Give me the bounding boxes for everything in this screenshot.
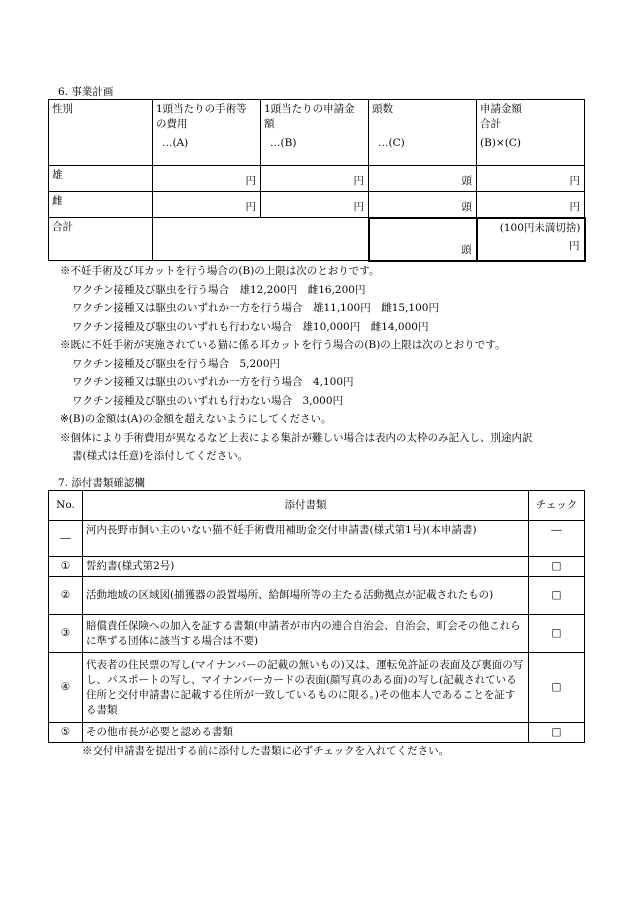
header-surgery-cost: 1頭当たりの手術等の費用 …(A)	[153, 100, 261, 166]
row-no: ③	[49, 615, 83, 653]
row-total-label: 合計	[49, 218, 153, 261]
row-no: ―	[49, 521, 83, 557]
note-7: ワクチン接種又は駆虫のいずれか一方を行う場合 4,100円	[72, 376, 354, 388]
row-doc: 賠償責任保険への加入を証する書類(申請者が市内の連合自治会、自治会、町会その他これらに準ずる団体に該当する場合は不要)	[83, 615, 529, 653]
female-total-field[interactable]: 円	[477, 192, 585, 218]
row-doc: 河内長野市飼い主のいない猫不妊手術費用補助金交付申請書(様式第1号)(本申請書)	[83, 521, 529, 557]
header-total-amount: 申請金額 合計 (B)×(C)	[477, 100, 585, 166]
note-5: ※既に不妊手術が実施されている猫に係る耳カットを行う場合の(B)の上限は次のとおりです。	[60, 339, 506, 351]
business-plan-table	[48, 99, 586, 262]
row-doc: 活動地域の区域図(捕獲器の設置場所、給餌場所等の主たる活動拠点が記載されたもの)	[83, 577, 529, 615]
male-count-field[interactable]: 頭	[369, 166, 477, 192]
row-doc: その他市長が必要と認める書類	[83, 723, 529, 743]
checkbox[interactable]: □	[529, 723, 585, 743]
attachments-table	[48, 490, 585, 743]
header-no: No.	[49, 491, 83, 521]
checkbox[interactable]: □	[529, 653, 585, 723]
row-female-label: 雌	[49, 192, 153, 218]
female-count-field[interactable]: 頭	[369, 192, 477, 218]
male-amount-field[interactable]: 円	[261, 166, 369, 192]
note-6: ワクチン接種及び駆虫を行う場合 5,200円	[72, 358, 281, 370]
note-8: ワクチン接種及び駆虫のいずれも行わない場合 3,000円	[72, 395, 344, 407]
row-no: ④	[49, 653, 83, 723]
female-cost-field[interactable]: 円	[153, 192, 261, 218]
header-head-count: 頭数 …(C)	[369, 100, 477, 166]
note-1: ※不妊手術及び耳カットを行う場合の(B)の上限は次のとおりです。	[60, 265, 380, 277]
male-cost-field[interactable]: 円	[153, 166, 261, 192]
note-10: ※個体により手術費用が異なるなど上表による集計が難しい場合は表内の太枠のみ記入し、別途内訳	[60, 432, 533, 444]
total-empty-cell	[153, 218, 369, 261]
header-doc: 添付書類	[83, 491, 529, 521]
row-doc: 誓約書(様式第2号)	[83, 557, 529, 577]
checkbox[interactable]: □	[529, 557, 585, 577]
row-check: ―	[529, 521, 585, 557]
note-4: ワクチン接種及び駆虫のいずれも行わない場合 雄10,000円 雌14,000円	[72, 321, 429, 333]
checkbox[interactable]: □	[529, 615, 585, 653]
total-amount-field[interactable]: (100円未満切捨) 円	[477, 218, 585, 261]
section6-title: 6. 事業計画	[58, 86, 114, 98]
header-sex: 性別	[49, 100, 153, 166]
total-count-field[interactable]: 頭	[369, 218, 477, 261]
note-9: ※(B)の金額は(A)の金額を超えないようにしてください。	[60, 413, 332, 425]
header-apply-amount: 1頭当たりの申請金額 …(B)	[261, 100, 369, 166]
header-check: チェック	[529, 491, 585, 521]
male-total-field[interactable]: 円	[477, 166, 585, 192]
note-2: ワクチン接種及び駆虫を行う場合 雄12,200円 雌16,200円	[72, 284, 366, 296]
female-amount-field[interactable]: 円	[261, 192, 369, 218]
row-male-label: 雄	[49, 166, 153, 192]
row-no: ⑤	[49, 723, 83, 743]
row-no: ②	[49, 577, 83, 615]
row-doc: 代表者の住民票の写し(マイナンバーの記載の無いもの)又は、運転免許証の表面及び裏面の写し、パスポートの写し、マイナンバーカードの表面(顔写真のある面)の写し(記載されている住所と交付申請書に記載する住所が一致しているものに限る。)その他本人であることを証する書類	[83, 653, 529, 723]
footer-note: ※交付申請書を提出する前に添付した書類に必ずチェックを入れてください。	[82, 745, 450, 757]
row-no: ①	[49, 557, 83, 577]
checkbox[interactable]: □	[529, 577, 585, 615]
note-11: 書(様式は任意)を添付してください。	[72, 450, 249, 462]
note-3: ワクチン接種又は駆虫のいずれか一方を行う場合 雄11,100円 雌15,100円	[72, 302, 439, 314]
section7-title: 7. 添付書類確認欄	[58, 477, 145, 489]
